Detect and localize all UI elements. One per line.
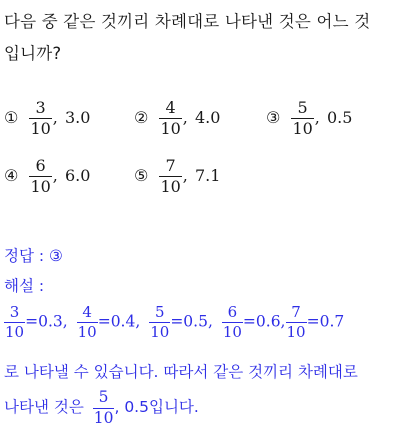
decimal-value: 4.0 (194, 108, 221, 127)
option-4[interactable] (4, 158, 90, 195)
option-2[interactable] (134, 100, 220, 137)
numerator: 5 (154, 303, 165, 321)
equation-result: =0.4, (97, 312, 141, 331)
answer-value: ③ (49, 247, 63, 265)
explanation-text-1: 로 나타낼 수 있습니다. 따라서 같은 것끼리 차례대로 (4, 363, 358, 381)
numerator: 3 (9, 303, 20, 321)
numerator: 5 (98, 388, 109, 406)
fraction (93, 390, 115, 426)
numerator: 4 (82, 303, 92, 321)
fraction (159, 158, 181, 195)
option-marker: ④ (4, 166, 19, 185)
denominator: 10 (77, 323, 97, 341)
numerator: 6 (227, 303, 238, 321)
decimal-value: 3.0 (64, 108, 91, 127)
explanation-text-prefix: 나타낸 것은 (4, 398, 84, 416)
denominator: 10 (292, 119, 313, 138)
explanation-label: 해설 : (4, 277, 45, 295)
option-marker: ⑤ (134, 166, 149, 185)
denominator: 10 (30, 177, 51, 196)
numerator: 5 (297, 98, 308, 117)
fraction (29, 100, 51, 137)
explanation-text-suffix: , 0.5입니다. (114, 398, 199, 416)
answer-line (4, 244, 63, 266)
denominator: 10 (93, 408, 114, 427)
explanation-text-2 (4, 390, 199, 426)
separator: , (314, 108, 320, 127)
denominator: 10 (160, 177, 181, 196)
question-line-2: 입니까? (4, 44, 62, 63)
decimal-value: 0.5 (326, 108, 353, 127)
denominator: 10 (150, 323, 170, 341)
fraction (4, 305, 25, 340)
separator: , (182, 108, 188, 127)
fraction (149, 305, 170, 340)
option-marker: ③ (266, 108, 281, 127)
explanation-equations (4, 305, 344, 340)
fraction (286, 305, 307, 340)
denominator: 10 (222, 323, 242, 341)
equation-result: =0.3, (25, 312, 68, 331)
option-marker: ① (4, 108, 19, 127)
separator: , (52, 166, 58, 185)
option-3[interactable] (266, 100, 352, 137)
fraction (29, 158, 51, 195)
separator: , (182, 166, 188, 185)
denominator: 10 (286, 323, 306, 341)
numerator: 7 (165, 156, 176, 175)
option-1[interactable] (4, 100, 90, 137)
decimal-value: 6.0 (64, 166, 91, 185)
answer-label: 정답 : (4, 247, 45, 265)
denominator: 10 (30, 119, 51, 138)
numerator: 7 (291, 303, 301, 321)
fraction (77, 305, 98, 340)
equation-result: =0.7 (306, 312, 345, 331)
separator: , (52, 108, 58, 127)
fraction (222, 305, 243, 340)
equation-result: =0.5, (170, 312, 213, 331)
numerator: 4 (165, 98, 176, 117)
fraction (291, 100, 313, 137)
fraction (159, 100, 181, 137)
numerator: 6 (35, 156, 46, 175)
question-line-1: 다음 중 같은 것끼리 차례대로 나타낸 것은 어느 것 (4, 12, 371, 31)
denominator: 10 (160, 119, 181, 138)
numerator: 3 (35, 98, 46, 117)
equation-result: =0.6, (242, 312, 286, 331)
option-5[interactable] (134, 158, 220, 195)
denominator: 10 (5, 323, 25, 341)
decimal-value: 7.1 (194, 166, 221, 185)
option-marker: ② (134, 108, 149, 127)
